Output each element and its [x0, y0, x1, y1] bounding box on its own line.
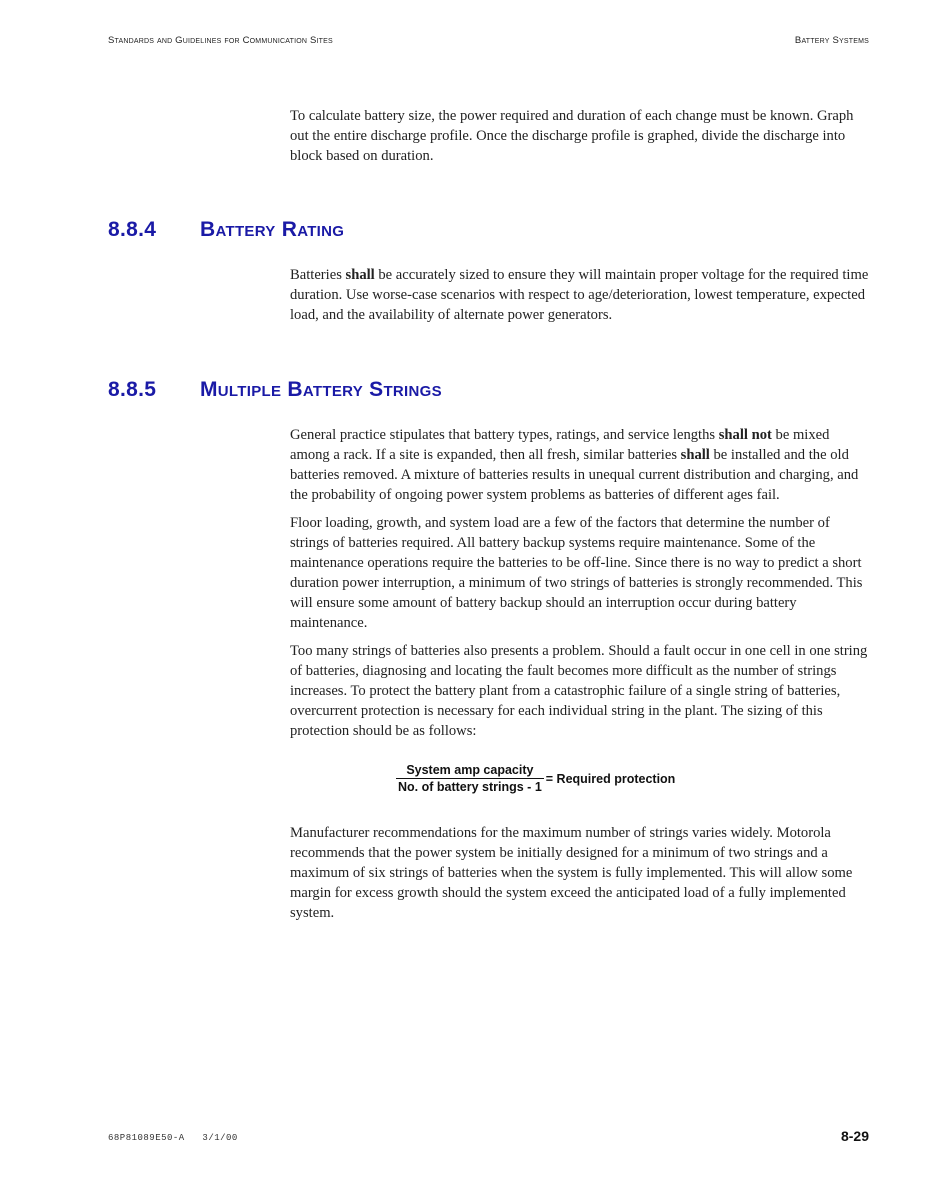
section-8-8-4-body	[290, 265, 870, 333]
paragraph-general-practice	[290, 425, 870, 505]
text-run: General practice stipulates that battery types, ratings, and service lengths	[290, 427, 719, 443]
formula-fraction	[396, 763, 544, 794]
section-title: Multiple Battery Strings	[200, 378, 442, 401]
intro-block	[290, 106, 870, 174]
running-header-left: Standards and Guidelines for Communication Sites	[108, 35, 333, 46]
text-run: be mixed among a rack. If a site is expanded, then all fresh, similar batteries	[290, 427, 830, 463]
paragraph-floor-loading: Floor loading, growth, and system load are a few of the factors that determine the number of strings of batteries required. All battery backup systems require maintenance. Some of the maintenance operations require the batteries to be off-line. Since there is no way to predict a short duration power interruption, a minimum of two strings of batteries is strongly recommended. This will ensure some amount of battery backup should an interruption occur during battery maintenance.	[290, 515, 863, 631]
intro-paragraph: To calculate battery size, the power required and duration of each change must be known. Graph out the entire discharge profile. Once the discharge profile is graphed, divide the discharge into block based on duration.	[290, 108, 854, 164]
formula-result: = Required protection	[545, 771, 676, 786]
text-run: be installed and the old batteries removed. A mixture of batteries results in unequal current distribution and charging, and the probability of ongoing power system problems as batteries of different ages fail.	[290, 447, 859, 503]
section-number: 8.8.5	[108, 378, 157, 401]
battery-rating-paragraph	[290, 265, 870, 325]
text-run: be accurately sized to ensure they will maintain proper voltage for the required time duration. Use worse-case scenarios with respect to age/deterioration, lowest temperature, expected load, and the availability of alternate power generators.	[290, 267, 869, 323]
section-8-8-5-body-continued	[290, 823, 870, 931]
section-number: 8.8.4	[108, 218, 157, 241]
section-8-8-5-body	[290, 425, 870, 749]
protection-formula	[396, 763, 675, 794]
running-header-right: Battery Systems	[794, 35, 869, 46]
paragraph-manufacturer-recommendations: Manufacturer recommendations for the maximum number of strings varies widely. Motorola recommends that the power system be initially designed for a minimum of two strings and a maximum of six strings of batteries when the system is fully implemented. This will allow some margin for excess growth should the system exceed the anticipated load of a fully implemented system.	[290, 825, 853, 921]
section-heading-8-8-4	[108, 218, 344, 242]
formula-denominator: No. of battery strings - 1	[398, 780, 542, 794]
section-title: Battery Rating	[200, 218, 345, 241]
emphasis-shall: shall	[680, 447, 710, 463]
text-run: Batteries	[290, 267, 346, 283]
emphasis-shall-not: shall not	[718, 427, 772, 443]
paragraph-too-many-strings: Too many strings of batteries also presents a problem. Should a fault occur in one cell in one string of batteries, diagnosing and locating the fault becomes more difficult as the number of strings increases. To protect the battery plant from a catastrophic failure of a single string of batteries, overcurrent protection is necessary for each individual string in the plant. The sizing of this protection should be as follows:	[290, 643, 868, 739]
footer-document-id: 68P81089E50-A 3/1/00	[108, 1133, 238, 1143]
emphasis-shall: shall	[345, 267, 375, 283]
section-heading-8-8-5	[108, 378, 442, 402]
footer-page-number: 8-29	[840, 1128, 869, 1144]
formula-numerator: System amp capacity	[396, 763, 544, 779]
